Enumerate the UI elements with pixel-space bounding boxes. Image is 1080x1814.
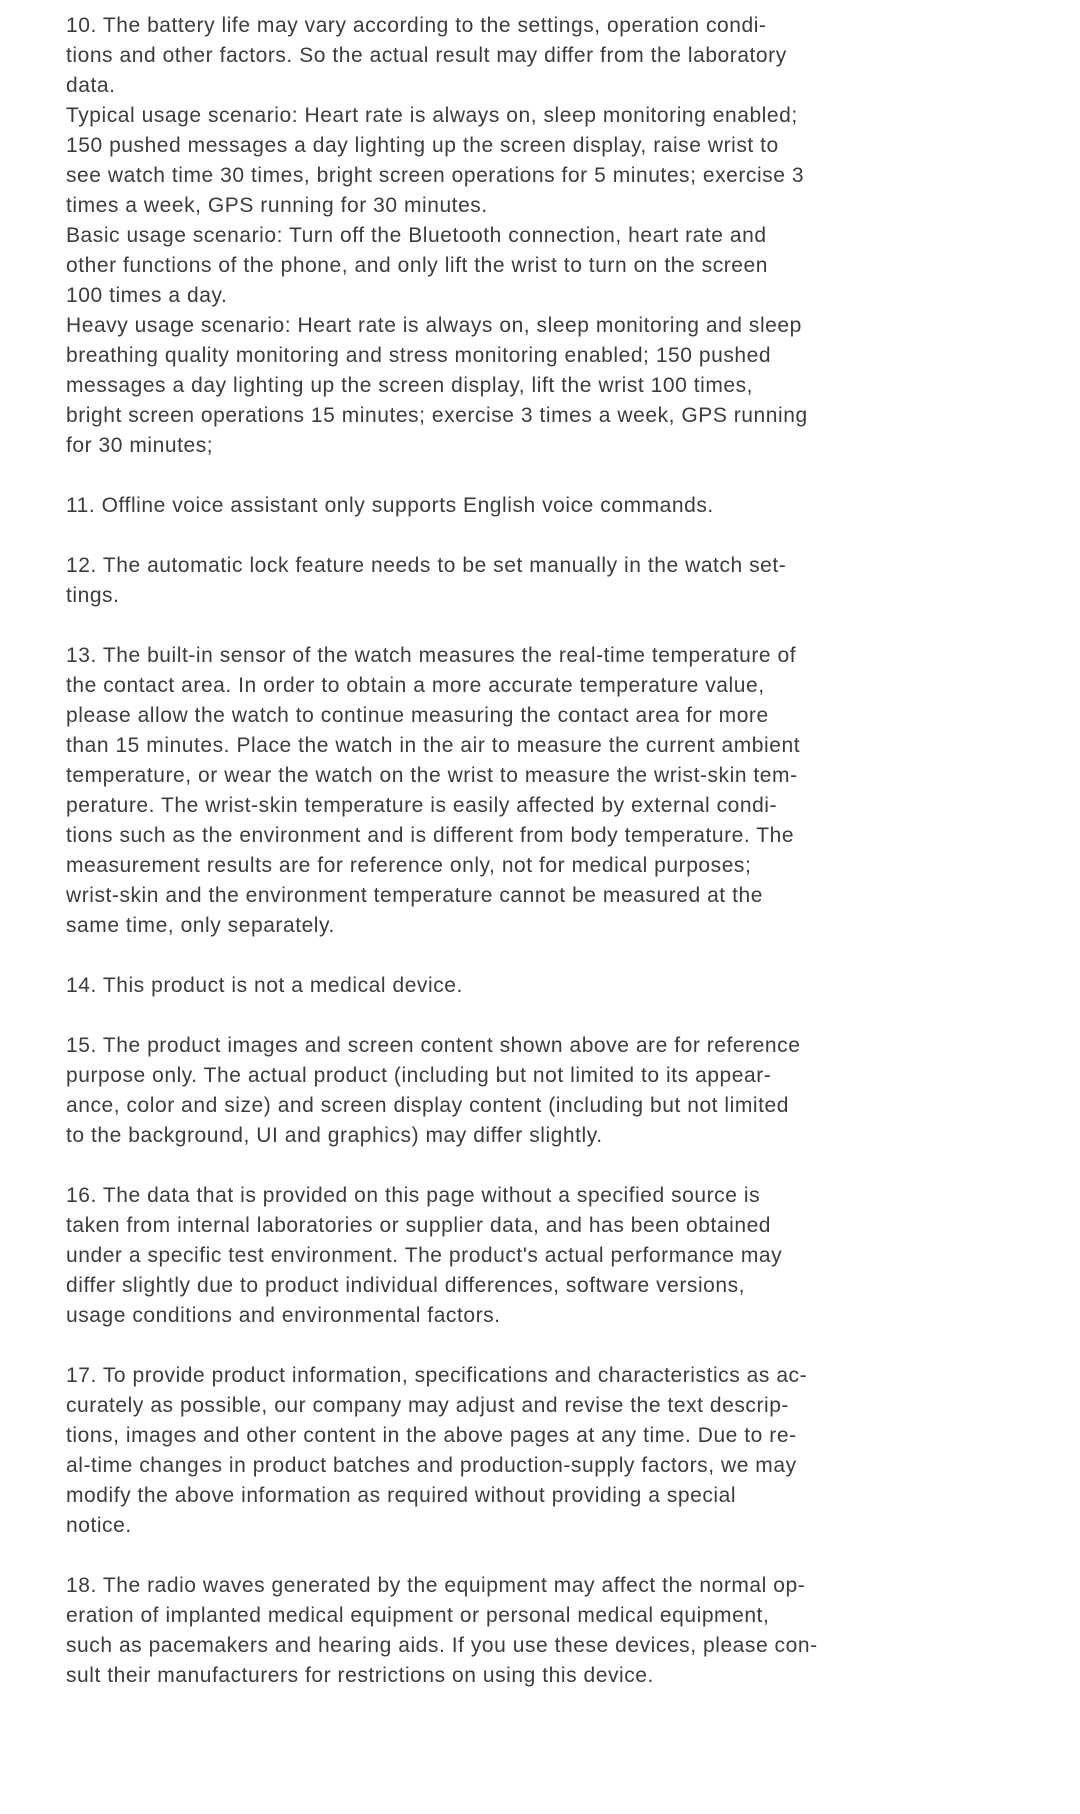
text-line: same time, only separately. <box>66 914 335 937</box>
paragraph-item-14 <box>66 971 1020 1001</box>
text-line: please allow the watch to continue measuring the contact area for more <box>66 704 769 727</box>
text-line: 100 times a day. <box>66 284 228 307</box>
text-line: see watch time 30 times, bright screen operations for 5 minutes; exercise 3 <box>66 164 805 187</box>
paragraph-item-13 <box>66 641 1020 941</box>
text-line: perature. The wrist-skin temperature is easily affected by external condi- <box>66 794 778 817</box>
text-line: 12. The automatic lock feature needs to be set manually in the watch set- <box>66 554 787 577</box>
text-line: bright screen operations 15 minutes; exercise 3 times a week, GPS running <box>66 404 808 427</box>
text-line: notice. <box>66 1514 132 1537</box>
text-line: 14. This product is not a medical device. <box>66 974 463 997</box>
text-line: tions and other factors. So the actual result may differ from the laboratory <box>66 44 787 67</box>
text-line: other functions of the phone, and only lift the wrist to turn on the screen <box>66 254 768 277</box>
paragraph-item-15 <box>66 1031 1020 1151</box>
text-line: for 30 minutes; <box>66 434 214 457</box>
text-line: 10. The battery life may vary according to the settings, operation condi- <box>66 14 767 37</box>
text-line: Heavy usage scenario: Heart rate is always on, sleep monitoring and sleep <box>66 314 802 337</box>
text-line: 11. Offline voice assistant only supports English voice commands. <box>66 494 714 517</box>
text-line: temperature, or wear the watch on the wrist to measure the wrist-skin tem- <box>66 764 798 787</box>
text-line: messages a day lighting up the screen display, lift the wrist 100 times, <box>66 374 754 397</box>
paragraph-item-17 <box>66 1361 1020 1541</box>
text-line: than 15 minutes. Place the watch in the air to measure the current ambient <box>66 734 801 757</box>
paragraph-item-18 <box>66 1571 1020 1691</box>
text-line: tions, images and other content in the above pages at any time. Due to re- <box>66 1424 797 1447</box>
text-line: differ slightly due to product individual differences, software versions, <box>66 1274 746 1297</box>
text-line: times a week, GPS running for 30 minutes. <box>66 194 488 217</box>
paragraph-item-11 <box>66 491 1020 521</box>
text-line: tions such as the environment and is different from body temperature. The <box>66 824 795 847</box>
text-line: the contact area. In order to obtain a more accurate temperature value, <box>66 674 765 697</box>
text-line: Typical usage scenario: Heart rate is always on, sleep monitoring enabled; <box>66 104 798 127</box>
paragraph-item-10 <box>66 11 1020 461</box>
text-line: 13. The built-in sensor of the watch measures the real-time temperature of <box>66 644 797 667</box>
text-line: curately as possible, our company may adjust and revise the text descrip- <box>66 1394 789 1417</box>
text-line: taken from internal laboratories or supplier data, and has been obtained <box>66 1214 772 1237</box>
text-line: tings. <box>66 584 120 607</box>
text-line: wrist-skin and the environment temperature cannot be measured at the <box>66 884 763 907</box>
paragraph-item-16 <box>66 1181 1020 1331</box>
text-line: 16. The data that is provided on this page without a specified source is <box>66 1184 761 1207</box>
text-line: under a specific test environment. The product's actual performance may <box>66 1244 783 1267</box>
text-line: breathing quality monitoring and stress monitoring enabled; 150 pushed <box>66 344 772 367</box>
text-line: sult their manufacturers for restrictions on using this device. <box>66 1664 654 1687</box>
text-line: 18. The radio waves generated by the equipment may affect the normal op- <box>66 1574 806 1597</box>
text-line: data. <box>66 74 116 97</box>
text-line: eration of implanted medical equipment or personal medical equipment, <box>66 1604 770 1627</box>
text-line: 17. To provide product information, specifications and characteristics as ac- <box>66 1364 808 1387</box>
paragraph-item-12 <box>66 551 1020 611</box>
text-line: Basic usage scenario: Turn off the Bluetooth connection, heart rate and <box>66 224 767 247</box>
text-line: measurement results are for reference only, not for medical purposes; <box>66 854 752 877</box>
text-line: al-time changes in product batches and production-supply factors, we may <box>66 1454 797 1477</box>
text-line: to the background, UI and graphics) may differ slightly. <box>66 1124 603 1147</box>
text-line: modify the above information as required without providing a special <box>66 1484 737 1507</box>
text-line: usage conditions and environmental factors. <box>66 1304 501 1327</box>
text-line: ance, color and size) and screen display content (including but not limited <box>66 1094 789 1117</box>
text-line: 150 pushed messages a day lighting up the screen display, raise wrist to <box>66 134 779 157</box>
text-line: 15. The product images and screen content shown above are for reference <box>66 1034 801 1057</box>
text-line: such as pacemakers and hearing aids. If you use these devices, please con- <box>66 1634 818 1657</box>
text-line: purpose only. The actual product (including but not limited to its appear- <box>66 1064 772 1087</box>
